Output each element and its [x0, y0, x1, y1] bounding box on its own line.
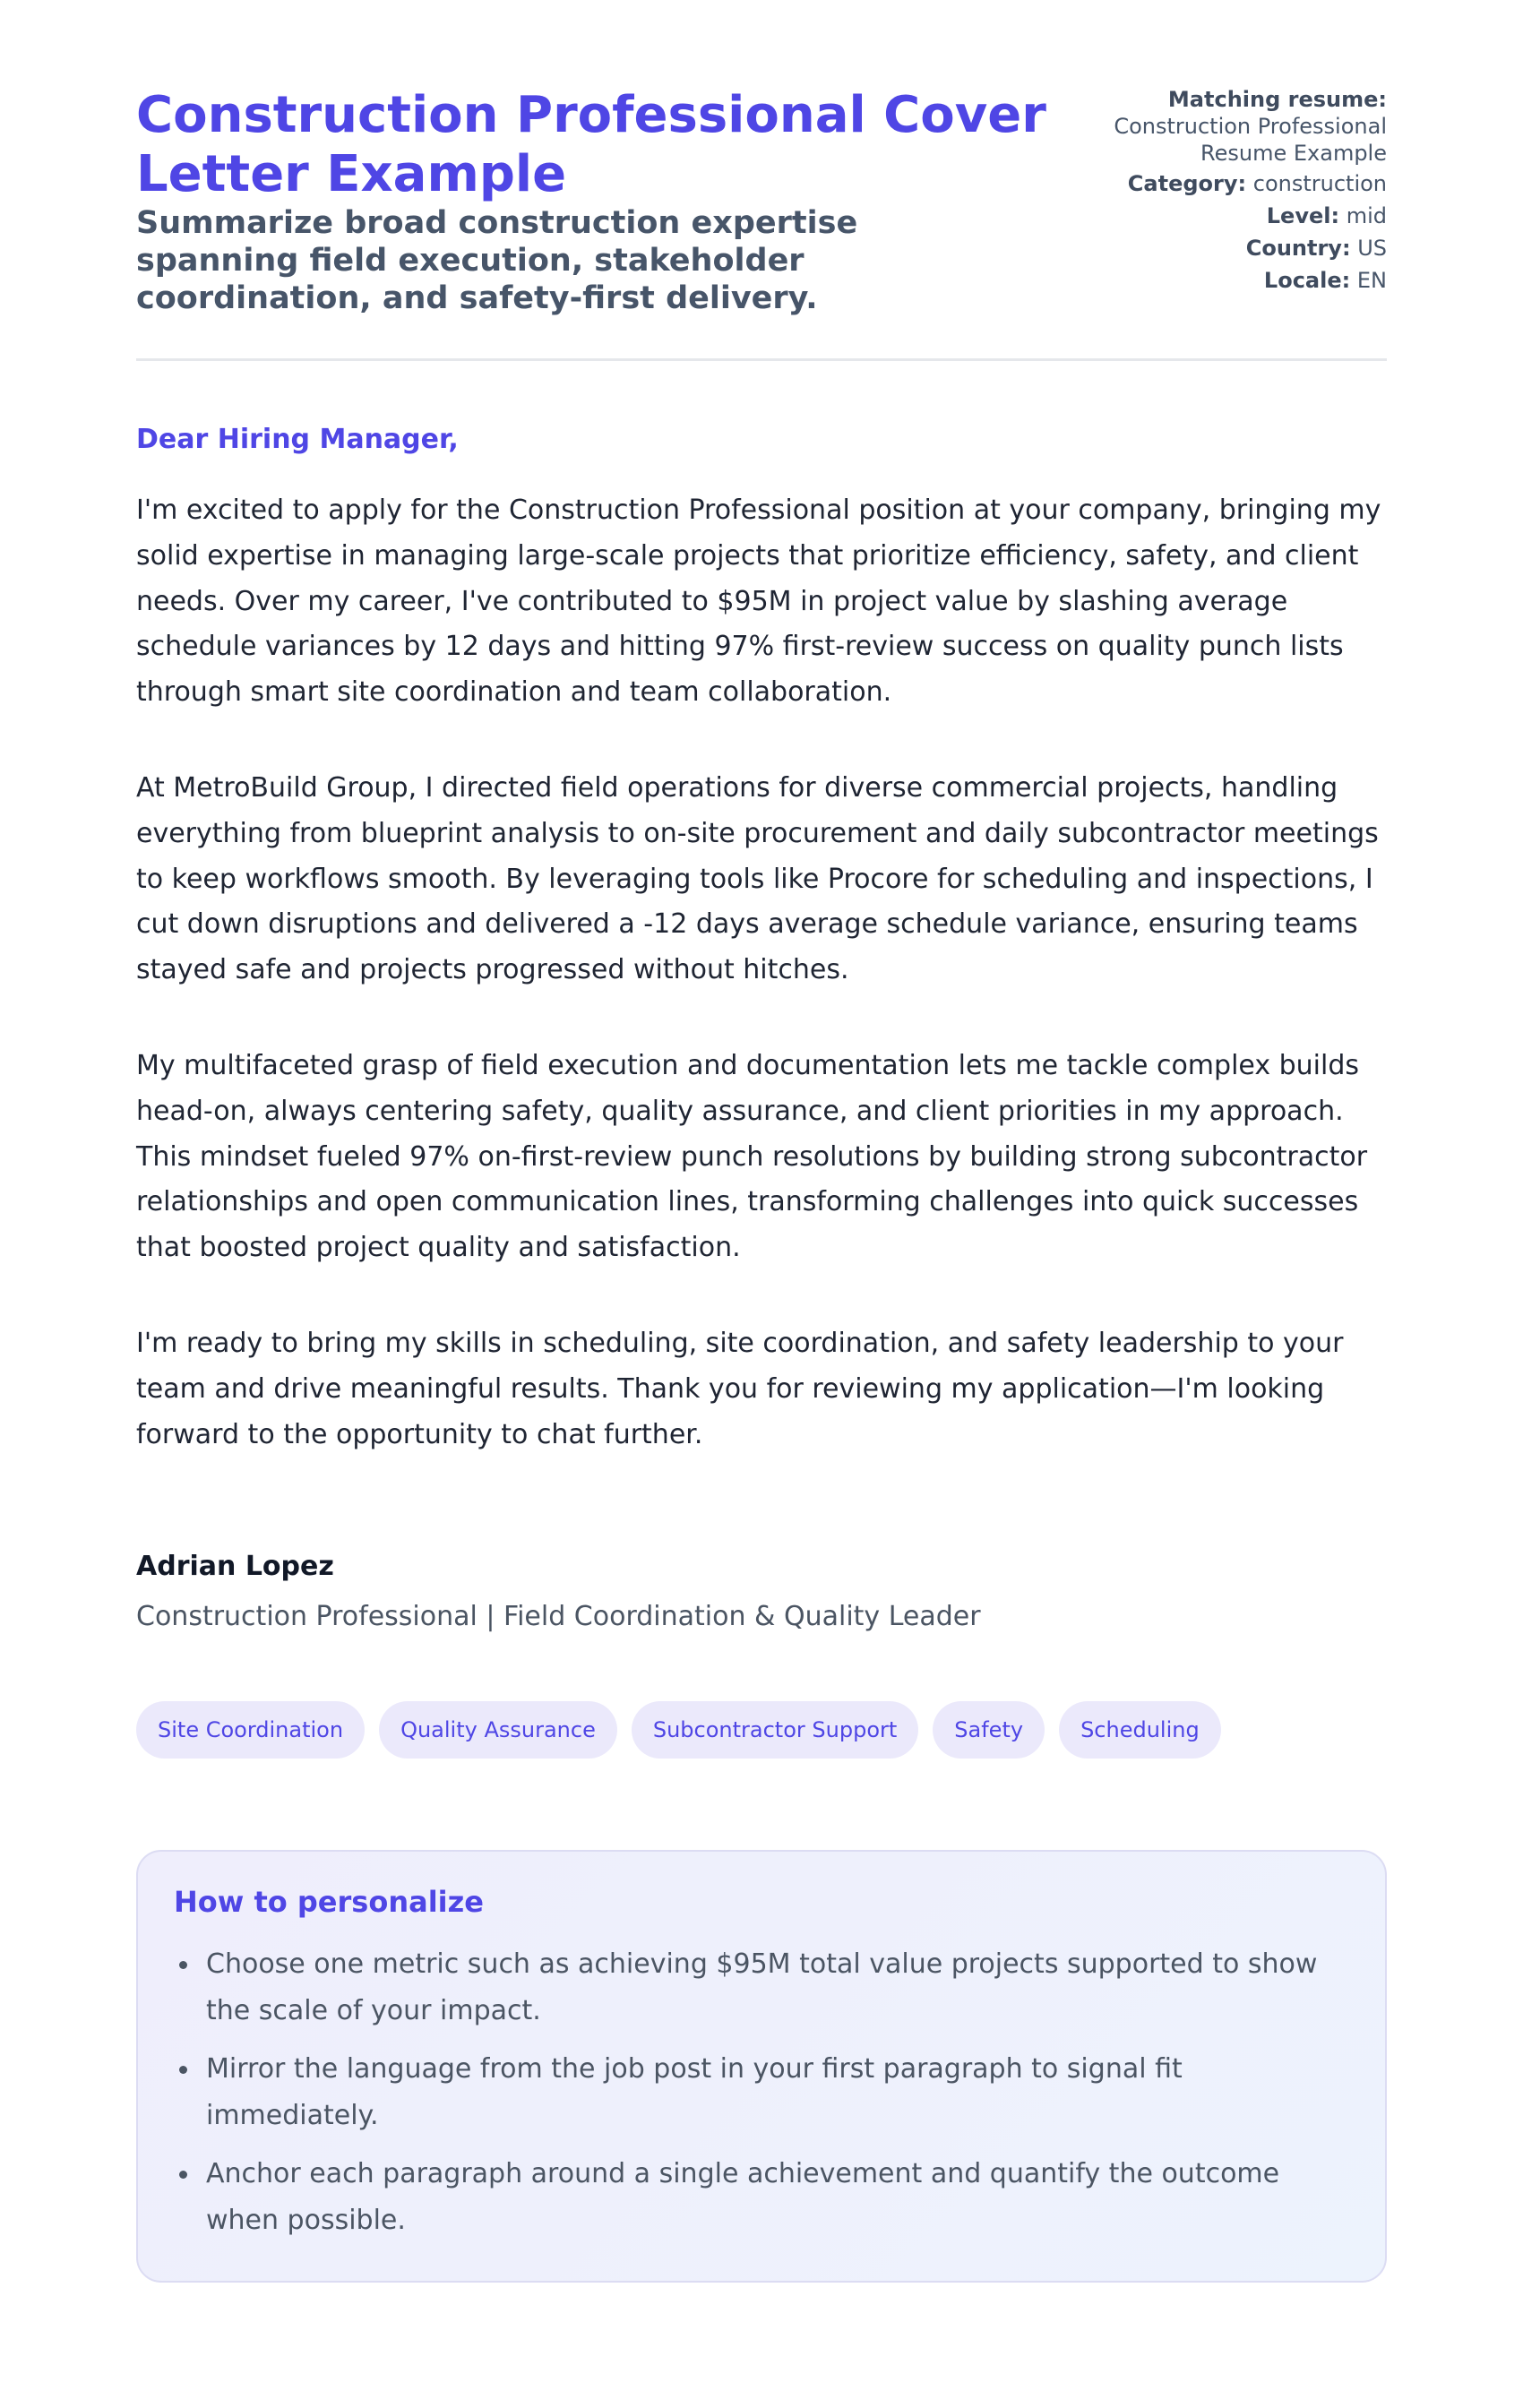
meta-country [1064, 235, 1387, 262]
letter-paragraphs [136, 488, 1387, 1458]
meta-country-value: US [1357, 236, 1387, 261]
meta-matching-resume [1064, 86, 1387, 167]
signature-title: Construction Professional | Field Coordination & Quality Leader [136, 1601, 981, 1633]
page-title: Construction Professional Cover Letter Example [136, 86, 1046, 203]
skill-tags [136, 1701, 1387, 1759]
letter-paragraph: My multifaceted grasp of field execution and documentation lets me tackle complex builds head-on, always centering safety, quality assurance, and client priorities in my approach. This mindset fueled 97% on-first-review punch resolutions by building strong subcontractor relationships and open communication lines, transforming challenges into quick successes that boosted project quality and satisfaction. [136, 1049, 1368, 1264]
meta-panel [1064, 86, 1387, 299]
meta-level-value: mid [1346, 203, 1387, 228]
meta-level [1064, 202, 1387, 229]
tip-item [206, 2151, 1349, 2243]
salutation: Dear Hiring Manager, [136, 424, 459, 455]
page-header [136, 86, 1387, 317]
meta-locale-value: EN [1356, 268, 1387, 293]
meta-country-label: Country: [1245, 236, 1351, 261]
tip-item [206, 2046, 1349, 2138]
bullet-icon [179, 1961, 187, 1969]
meta-locale-label: Locale: [1263, 268, 1351, 293]
header-divider [136, 358, 1387, 361]
bullet-icon [179, 2171, 187, 2179]
personalize-tips-box [136, 1850, 1387, 2283]
meta-matching-resume-value: Construction Professional Resume Example [1114, 114, 1387, 166]
tip-text: Mirror the language from the job post in your first paragraph to signal fit immediately. [206, 2053, 1183, 2131]
meta-level-label: Level: [1266, 203, 1340, 228]
tips-title: How to personalize [174, 1885, 484, 1920]
letter-paragraph: I'm excited to apply for the Construction Professional position at your company, bringing my solid expertise in managing large-scale projects that prioritize efficiency, safety, and client needs. Over my career, I've contributed to $95M in project value by slashing average schedule variances by 12 days and hitting 97% first-review success on quality punch lists through smart site coordination and team collaboration. [136, 494, 1381, 709]
tip-item [206, 1941, 1349, 2034]
meta-matching-resume-label: Matching resume: [1167, 87, 1387, 112]
meta-category-label: Category: [1127, 171, 1247, 196]
tip-text: Anchor each paragraph around a single achievement and quantify the outcome when possible. [206, 2158, 1280, 2236]
meta-category [1064, 170, 1387, 197]
bullet-icon [179, 2066, 187, 2074]
meta-category-value: construction [1252, 171, 1387, 196]
signature-name: Adrian Lopez [136, 1551, 334, 1583]
page-subtitle: Summarize broad construction expertise spanning field execution, stakeholder coordination, and safety-first delivery. [136, 205, 858, 316]
signature-block [136, 1549, 1387, 1635]
tag-safety[interactable]: Safety [933, 1701, 1045, 1759]
header-titles [136, 86, 1050, 317]
tag-quality-assurance[interactable]: Quality Assurance [379, 1701, 617, 1759]
tip-text: Choose one metric such as achieving $95M total value projects supported to show the scale of your impact. [206, 1948, 1318, 2026]
letter-paragraph: At MetroBuild Group, I directed field operations for diverse commercial projects, handling everything from blueprint analysis to on-site procurement and daily subcontractor meetings to keep workflows smooth. By leveraging tools like Procore for scheduling and inspections, I cut down disruptions and delivered a -12 days average schedule variance, ensuring teams stayed safe and projects progressed without hitches. [136, 771, 1379, 986]
meta-locale [1064, 267, 1387, 294]
letter-body [136, 422, 1387, 1458]
tag-scheduling[interactable]: Scheduling [1059, 1701, 1221, 1759]
letter-paragraph: I'm ready to bring my skills in scheduling, site coordination, and safety leadership to your team and drive meaningful results. Thank you for reviewing my application—I'm looking forward to the opportunity to chat further. [136, 1327, 1344, 1450]
tips-list [174, 1941, 1349, 2243]
tag-subcontractor-support[interactable]: Subcontractor Support [632, 1701, 918, 1759]
tag-site-coordination[interactable]: Site Coordination [136, 1701, 365, 1759]
